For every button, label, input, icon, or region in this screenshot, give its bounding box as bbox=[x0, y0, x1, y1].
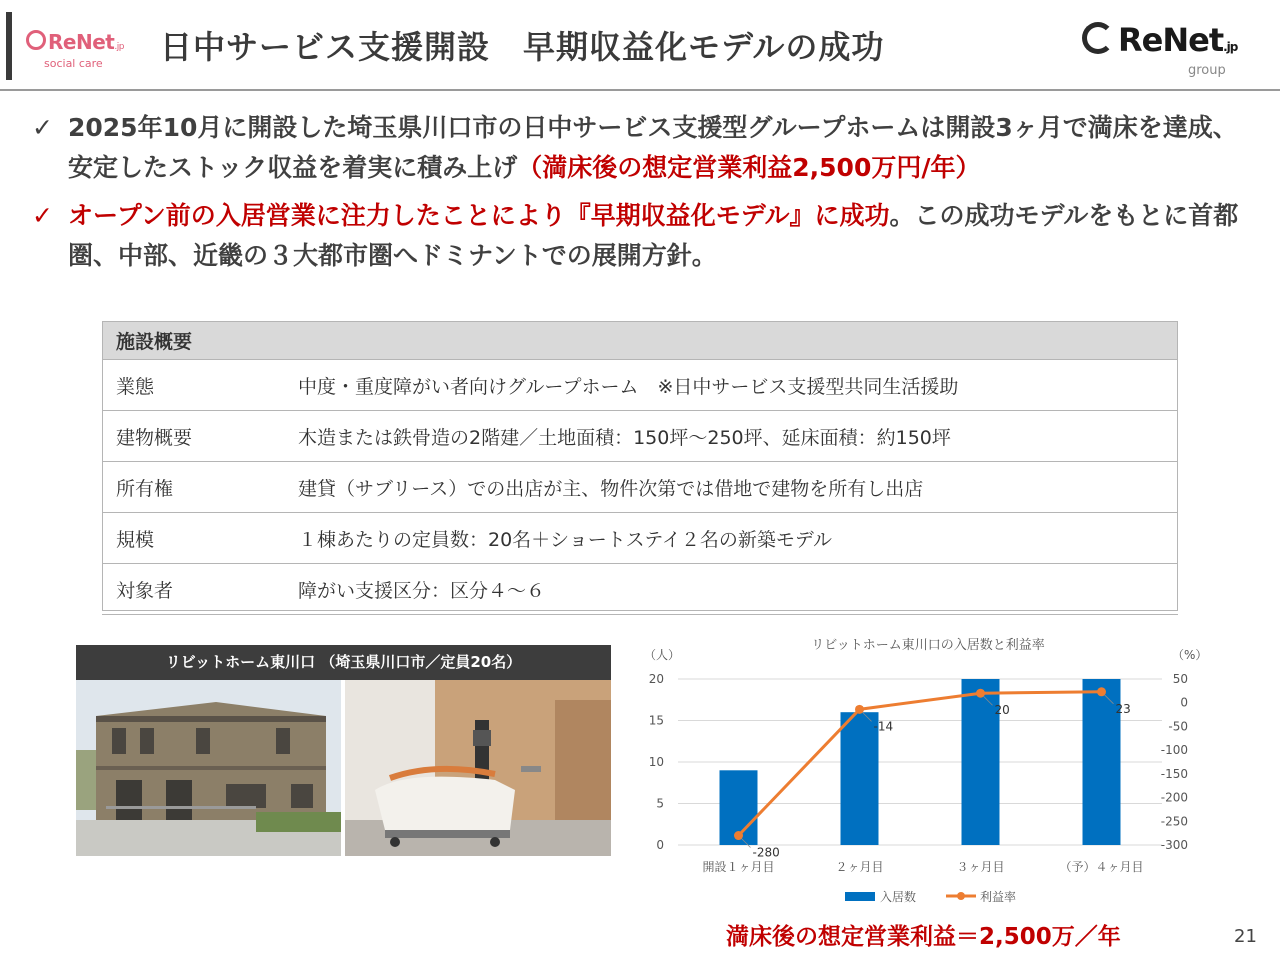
y-right-tick: -50 bbox=[1168, 719, 1188, 734]
y-right-tick: -150 bbox=[1160, 766, 1188, 781]
row-value: 中度・重度障がい者向けグループホーム ※日中サービス支援型共同生活援助 bbox=[284, 360, 1178, 411]
y-right-tick: -300 bbox=[1160, 838, 1188, 852]
y-right-tick: -250 bbox=[1160, 814, 1188, 829]
y-right-unit: （%） bbox=[1172, 648, 1208, 662]
row-value: 建貸（サブリース）での出店が主、物件次第では借地で建物を所有し出店 bbox=[284, 462, 1178, 513]
check-icon: ✓ bbox=[32, 113, 53, 142]
table-frame bbox=[102, 321, 1178, 611]
data-label-profit: 20 bbox=[994, 703, 1010, 718]
legend-profit: 利益率 bbox=[980, 890, 1017, 904]
line-profit bbox=[739, 692, 1102, 836]
legend-occupancy: 入居数 bbox=[880, 890, 917, 904]
bullet-text: 。この成功モデルをもとに首都圏、中部、近畿の３大都市圏へドミナントでの展開方針。 bbox=[68, 201, 1239, 270]
page-number: 21 bbox=[1234, 926, 1257, 947]
row-key: 業態 bbox=[102, 360, 284, 411]
y-left-tick: 0 bbox=[656, 838, 664, 852]
bullet-highlight: オープン前の入居営業に注力したことにより『早期収益化モデル』に成功 bbox=[68, 201, 890, 230]
x-category-label: ２ヶ月目 bbox=[835, 860, 884, 874]
header-accent-bar bbox=[6, 12, 12, 80]
bullet-item bbox=[32, 196, 1242, 276]
y-right-tick: 0 bbox=[1180, 695, 1188, 710]
y-right-tick: -100 bbox=[1160, 743, 1188, 758]
y-right-tick: -200 bbox=[1160, 790, 1188, 805]
y-left-tick: 5 bbox=[656, 796, 664, 811]
y-right-tick: 50 bbox=[1172, 672, 1188, 686]
y-left-tick: 20 bbox=[648, 672, 664, 686]
building-exterior-photo bbox=[76, 680, 341, 856]
legend-swatch-occupancy bbox=[845, 892, 875, 901]
check-icon: ✓ bbox=[32, 201, 53, 230]
row-value: 木造または鉄骨造の2階建／土地面積：150坪～250坪、延床面積：約150坪 bbox=[284, 411, 1178, 462]
bathroom-interior-photo bbox=[345, 680, 611, 856]
x-category-label: ３ヶ月目 bbox=[956, 860, 1005, 874]
page-title: 日中サービス支援開設 早期収益化モデルの成功 bbox=[160, 28, 885, 66]
x-category-label: （予）４ヶ月目 bbox=[1059, 860, 1144, 874]
row-key: 所有権 bbox=[102, 462, 284, 513]
footer-note: 満床後の想定営業利益＝2,500万／年 bbox=[726, 924, 1121, 950]
row-value: １棟あたりの定員数：20名＋ショートステイ２名の新築モデル bbox=[284, 513, 1178, 564]
data-label-profit: -280 bbox=[752, 845, 780, 860]
x-category-label: 開設１ヶ月目 bbox=[702, 860, 775, 874]
chart-title: リビットホーム東川口の入居数と利益率 bbox=[811, 638, 1045, 653]
row-key: 規模 bbox=[102, 513, 284, 564]
renet-social-care-logo: ReNet.jp social care bbox=[26, 30, 126, 70]
bullet-item bbox=[32, 108, 1242, 188]
table-header: 施設概要 bbox=[102, 321, 1178, 360]
row-key: 建物概要 bbox=[102, 411, 284, 462]
photo-caption: リビットホーム東川口 （埼玉県川口市／定員20名） bbox=[76, 645, 611, 680]
header-divider bbox=[0, 89, 1280, 91]
y-left-tick: 10 bbox=[648, 755, 664, 769]
row-key: 対象者 bbox=[102, 564, 284, 615]
occupancy-profit-chart bbox=[640, 630, 1208, 912]
data-label-profit: 23 bbox=[1115, 701, 1131, 716]
legend-marker-profit bbox=[957, 892, 965, 900]
bullet-list bbox=[32, 108, 1242, 284]
renet-logo-circle-icon bbox=[1082, 22, 1114, 54]
data-label-profit: -14 bbox=[873, 719, 894, 734]
y-left-unit: （人） bbox=[644, 648, 681, 662]
renet-logo-ring-icon bbox=[26, 30, 46, 50]
row-value: 障がい支援区分：区分４～６ bbox=[284, 564, 1178, 615]
renet-group-logo: ReNet.jp group bbox=[1082, 22, 1262, 74]
bullet-text: 2025年10月に開設した埼玉県川口市の日中サービス支援型グループホームは開設3ヶ月で満床を達成、安定したストック収益を着実に積み上げ bbox=[68, 113, 1238, 182]
bullet-highlight: （満床後の想定営業利益2,500万円/年） bbox=[517, 153, 981, 182]
y-left-tick: 15 bbox=[648, 713, 664, 728]
